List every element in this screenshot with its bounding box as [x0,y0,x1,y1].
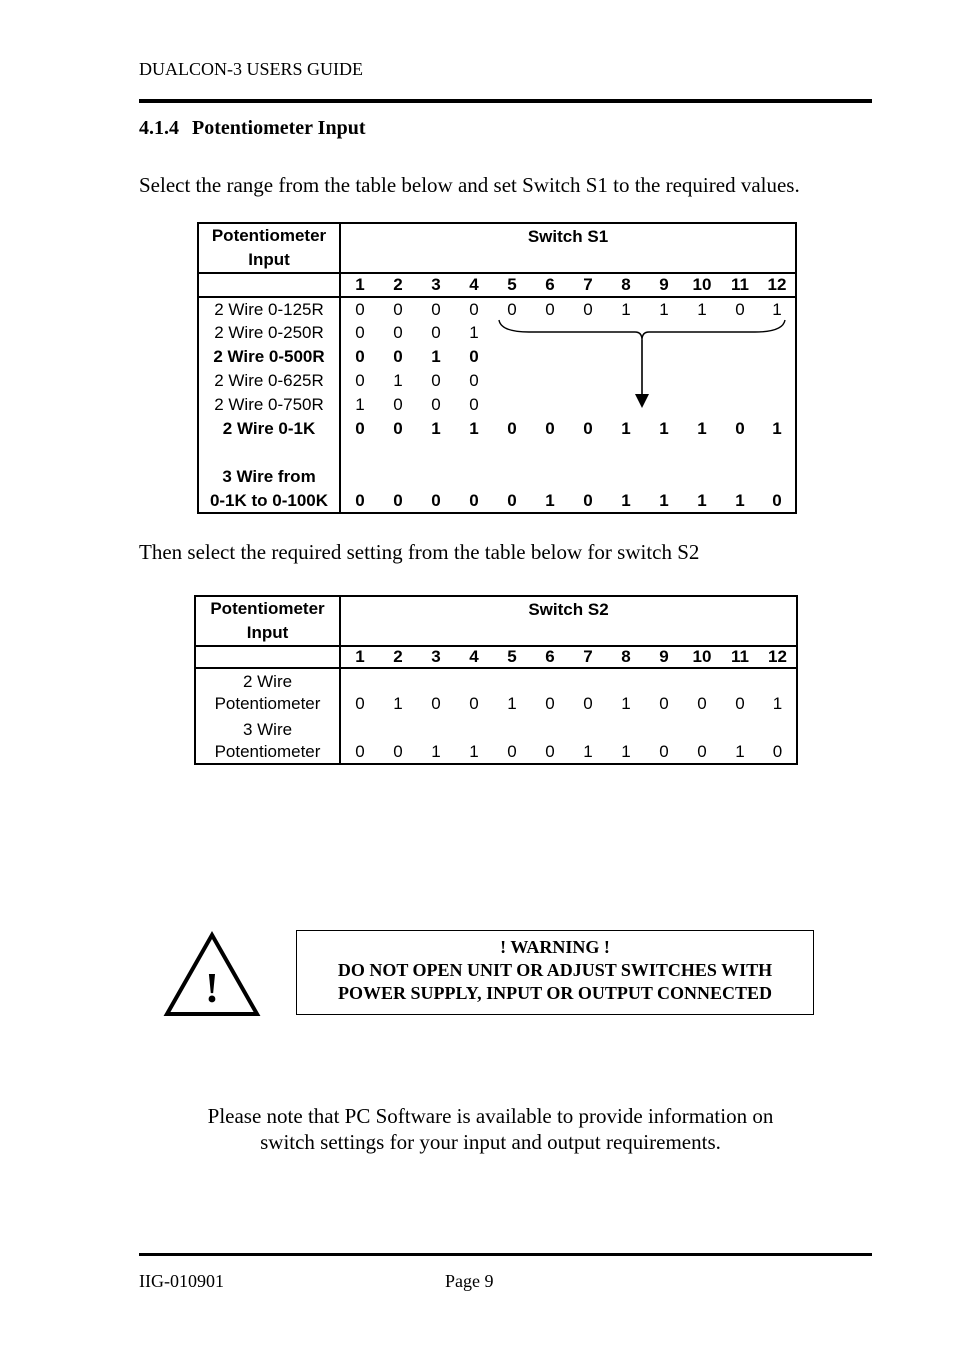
s2-cell: 0 [545,741,555,761]
s1-row [198,417,796,441]
s1-col-11: 11 [721,273,759,297]
s1-cell: 0 [583,419,593,438]
document-id: IIG-010901 [139,1271,224,1291]
s1-col-9: 9 [645,273,683,297]
s1-cell: 0 [355,299,365,319]
s1-three-wire-cell: 0 [583,490,593,510]
s2-cell: 0 [772,741,783,761]
s2-cell: 0 [431,694,441,713]
s1-row-label: 2 Wire 0-250R [198,321,340,345]
s2-cell: 0 [393,741,403,761]
s1-cell: 0 [545,419,555,438]
s2-cell: 0 [355,694,365,713]
s2-col-8: 8 [607,646,645,668]
s1-cell: 0 [735,419,745,438]
s1-three-wire-cell: 1 [621,490,631,510]
s1-three-wire-cell: 0 [393,490,403,510]
s1-cell: 1 [697,419,707,438]
s1-cell: 0 [355,419,365,438]
intro-paragraph: Select the range from the table below and set Switch S1 to the required values. [139,173,800,197]
s1-three-wire-cell: 0 [355,490,365,510]
s1-cell: 0 [431,395,441,414]
page-number: Page 9 [445,1271,494,1291]
section-title: Potentiometer Input [192,117,366,139]
s1-cell: 1 [469,323,479,342]
s2-row [195,740,797,764]
s2-col-11: 11 [721,646,759,668]
warning-line-2: POWER SUPPLY, INPUT OR OUTPUT CONNECTED [337,983,773,1003]
s1-cell: 0 [735,299,745,319]
s2-row-label-1: 2 Wire [195,668,340,692]
s1-three-wire-cell: 1 [697,490,707,510]
s2-col-9: 9 [645,646,683,668]
s2-cell: 1 [393,694,403,713]
s1-cell: 1 [659,419,669,438]
s2-cell: 1 [469,741,479,761]
warning-icon-glyph: ! [205,966,219,1012]
s1-col-3: 3 [417,273,455,297]
s2-cell: 0 [697,741,707,761]
s2-cell: 1 [772,694,783,713]
s1-label-header: Potentiometer Input [198,223,340,273]
warning-line-1: DO NOT OPEN UNIT OR ADJUST SWITCHES WITH [337,960,773,980]
s2-col-4: 4 [455,646,493,668]
s1-cell: 0 [431,323,441,342]
s2-cell: 1 [621,741,631,761]
s1-cell: 1 [697,299,707,319]
s2-cell: 0 [469,694,479,713]
s2-cell: 1 [583,741,593,761]
s2-intro-paragraph: Then select the required setting from the table below for switch S2 [139,540,700,564]
s1-three-wire-label-1: 3 Wire from [198,465,340,489]
s1-cell: 0 [393,395,403,414]
s2-cell: 0 [735,694,745,713]
s1-cell: 0 [393,299,403,319]
s1-cell: 0 [583,299,593,319]
s1-cell: 1 [621,419,631,438]
s1-cell: 0 [431,371,441,390]
s1-three-wire-cell: 0 [431,490,441,510]
s2-row-label-2: Potentiometer [195,692,340,716]
s1-cell: 0 [393,323,403,342]
s1-cell: 0 [393,347,403,366]
s2-cell: 0 [659,741,669,761]
s2-cell: 0 [583,694,593,713]
s1-cell: 0 [469,299,479,319]
s1-three-wire-cell: 0 [772,490,782,510]
s2-cell: 0 [545,694,555,713]
s2-cell: 0 [355,741,365,761]
s1-col-7: 7 [569,273,607,297]
s1-switch-header: Switch S1 [340,223,796,273]
s2-cell: 0 [507,741,517,761]
s2-cell: 1 [507,694,517,713]
s1-cell: 1 [393,371,403,390]
footer-rule [139,1253,872,1256]
warning-triangle-icon [163,930,261,1018]
s1-cell: 0 [507,299,517,319]
s1-cell: 1 [431,419,441,438]
s2-cell: 0 [659,694,669,713]
s1-cell: 1 [772,419,782,438]
s1-cell: 0 [355,323,365,342]
s2-row-top [195,716,797,740]
s2-col-6: 6 [531,646,569,668]
s1-cell: 0 [469,395,479,414]
s1-cell: 0 [355,347,365,366]
s1-cell: 1 [621,299,631,319]
brace-arrow [495,316,795,416]
s1-col-5: 5 [493,273,531,297]
s1-row-label: 2 Wire 0-1K [198,417,340,441]
s2-col-1: 1 [340,646,379,668]
s1-cell: 0 [431,299,441,319]
s2-col-10: 10 [683,646,721,668]
s2-switch-header: Switch S2 [340,596,797,646]
s1-cell: 0 [393,419,403,438]
s1-cell: 1 [469,419,479,438]
section-heading [139,117,366,140]
s2-cell: 1 [621,694,631,713]
s1-three-wire-label-2: 0-1K to 0-100K [198,489,340,513]
s2-col-7: 7 [569,646,607,668]
s1-col-1: 1 [340,273,379,297]
s1-cell: 1 [772,299,782,319]
s1-three-wire-cell: 1 [545,490,555,510]
s1-row-label: 2 Wire 0-125R [198,297,340,321]
s1-col-10: 10 [683,273,721,297]
s1-col-8: 8 [607,273,645,297]
s1-three-wire-cell: 1 [735,490,745,510]
s2-label-header: Potentiometer Input [195,596,340,646]
s1-col-4: 4 [455,273,493,297]
s1-cell: 1 [659,299,669,319]
header-rule [139,99,872,103]
s2-cell: 1 [735,741,745,761]
s1-cell: 0 [469,347,479,366]
s1-col-12: 12 [759,273,796,297]
s1-cell: 1 [431,347,441,366]
s2-col-12: 12 [759,646,797,668]
s1-row-label: 2 Wire 0-625R [198,369,340,393]
s1-three-wire-cell: 0 [469,490,479,510]
s2-row [195,692,797,716]
s1-row-label: 2 Wire 0-500R [198,345,340,369]
s2-row-label-2: Potentiometer [195,740,340,764]
s1-cell: 1 [355,395,365,414]
s1-col-6: 6 [531,273,569,297]
running-header: DUALCON-3 USERS GUIDE [139,59,363,79]
s2-cell: 1 [431,741,441,761]
switch-s2-table [194,595,798,765]
s1-cell: 0 [545,299,555,319]
s1-three-wire-cell: 1 [659,490,669,510]
warning-box [296,930,814,1015]
s2-col-3: 3 [417,646,455,668]
s1-three-wire-cell: 0 [507,490,517,510]
s2-row-label-1: 3 Wire [195,716,340,740]
s1-cell: 0 [355,371,365,390]
s1-row-label: 2 Wire 0-750R [198,393,340,417]
s2-col-2: 2 [379,646,417,668]
warning-title: ! WARNING ! [500,937,610,957]
s2-col-5: 5 [493,646,531,668]
s2-cell: 0 [697,694,707,713]
s1-cell: 0 [507,419,517,438]
section-number: 4.1.4 [139,117,179,139]
s2-row-top [195,668,797,692]
s1-cell: 0 [469,371,479,390]
s1-col-2: 2 [379,273,417,297]
software-note: Please note that PC Software is available to provide information on switch settings for your input and output requirements. [207,1104,774,1154]
